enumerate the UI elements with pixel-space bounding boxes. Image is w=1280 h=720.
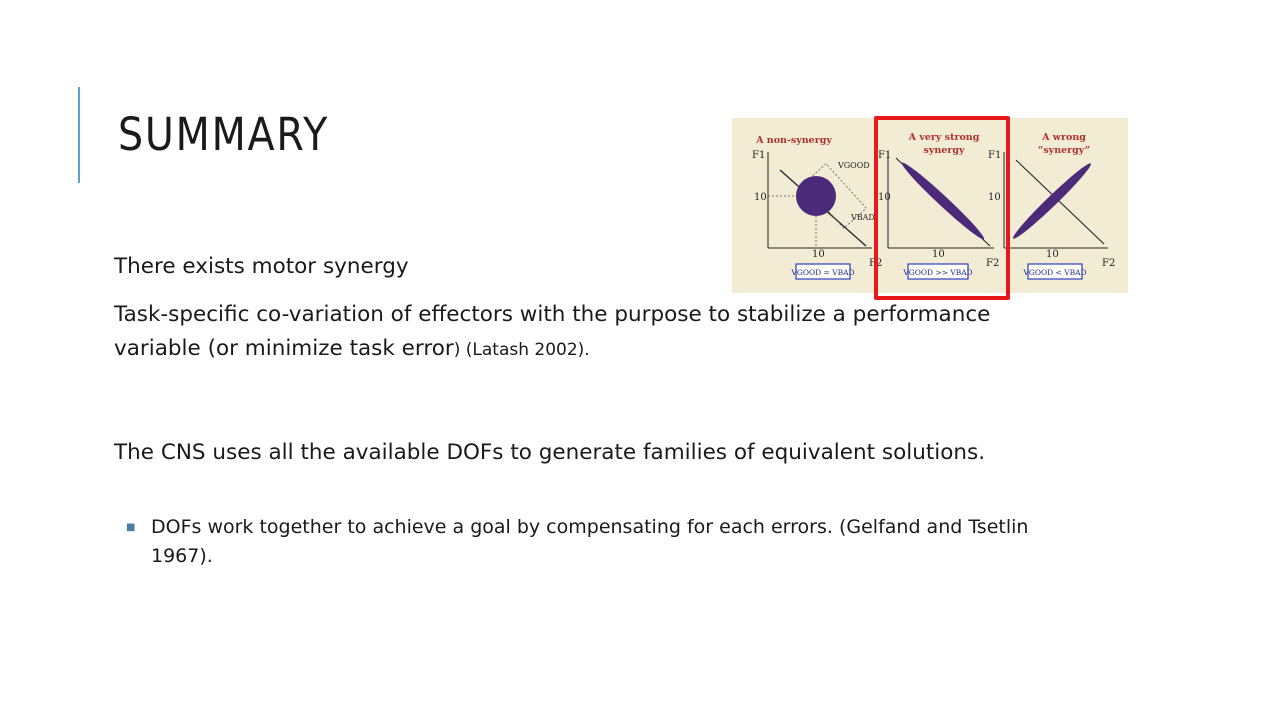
panel1-y-tick: 10 — [754, 192, 767, 203]
panel2-title-line1: A very strong — [908, 132, 980, 143]
panel2-formula: VGOOD >> VBAD — [903, 268, 973, 277]
panel3-formula: VGOOD < VBAD — [1023, 268, 1087, 277]
panel3-x-axis-label: F2 — [1102, 258, 1116, 269]
panel1-v-bad-label: VBAD — [851, 213, 875, 222]
panel3-title-line2: “synergy” — [1037, 145, 1091, 156]
panel1-x-axis-label: F2 — [869, 258, 883, 269]
bullet-marker-icon: ■ — [126, 522, 136, 533]
panel3-x-tick: 10 — [1046, 249, 1059, 260]
panel2-x-axis-label: F2 — [986, 258, 1000, 269]
panel3-y-tick: 10 — [988, 192, 1001, 203]
panel3-title-line1: A wrong — [1042, 132, 1086, 143]
panel1-formula: VGOOD = VBAD — [791, 268, 855, 277]
panel3-y-axis-label: F1 — [988, 150, 1002, 161]
panel2-y-axis-label: F1 — [878, 150, 892, 161]
point-definition — [114, 298, 1014, 367]
point-definition-text: Task-specific co-variation of effectors with the purpose to stabilize a performance variable (or minimize task error — [114, 302, 991, 361]
panel1-y-axis-label: F1 — [752, 150, 766, 161]
panel2-x-tick: 10 — [932, 249, 945, 260]
panel1-variance-circle — [796, 176, 836, 216]
panel1-x-tick: 10 — [812, 249, 825, 260]
point-cns: The CNS uses all the available DOFs to generate families of equivalent solutions. — [114, 440, 986, 465]
sub-bullet-text: DOFs work together to achieve a goal by compensating for each errors. (Gelfand and Tsetlin 1967). — [151, 516, 1029, 567]
panel2-y-tick: 10 — [878, 192, 891, 203]
panel2-title-line2: synergy — [923, 145, 965, 156]
point-definition-citation: ) (Latash 2002). — [453, 340, 590, 360]
title-accent-bar — [78, 87, 80, 183]
panel1-v-good-label: VGOOD — [838, 161, 870, 170]
slide-title: SUMMARY — [118, 108, 330, 161]
highlight-box — [874, 116, 1010, 300]
sub-bullet — [126, 513, 1066, 571]
point-motor-synergy: There exists motor synergy — [114, 254, 409, 279]
panel1-title: A non-synergy — [756, 135, 832, 146]
